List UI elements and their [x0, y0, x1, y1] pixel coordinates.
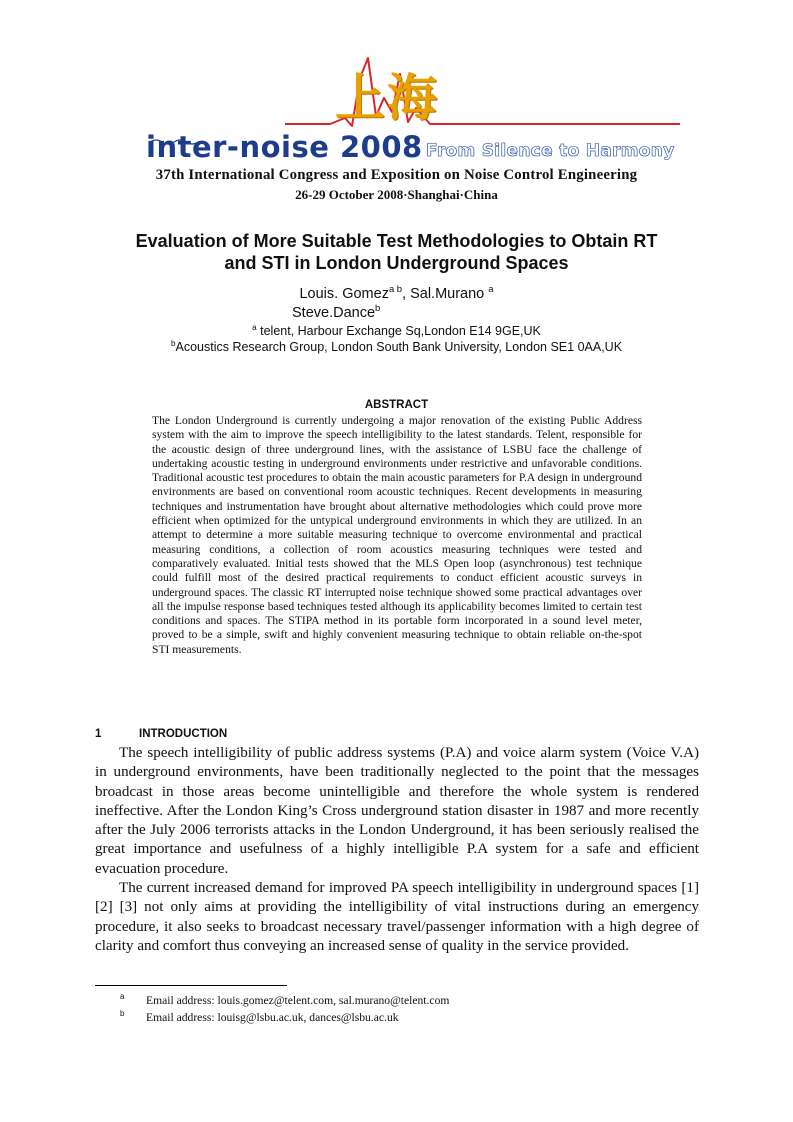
affiliation-b	[0, 340, 793, 354]
footnote-text: Email address: louis.gomez@telent.com, sal.murano@telent.com	[146, 994, 450, 1007]
section-number: 1	[95, 728, 102, 740]
author-line	[0, 283, 793, 302]
author-superscript: b	[375, 302, 381, 314]
abstract-heading: ABSTRACT	[364, 399, 429, 411]
author-name: , Sal.Murano	[402, 286, 485, 302]
logo-chinese-characters: 上海	[335, 68, 439, 127]
affiliation-text: Acoustics Research Group, London South Bank University, London SE1 0AA,UK	[175, 340, 623, 354]
introduction-body	[95, 744, 699, 956]
logo-slogan: From Silence to Harmony	[426, 138, 670, 164]
section-heading	[95, 728, 227, 740]
footnote-divider	[95, 985, 287, 986]
footnote: b Email address: louisg@lsbu.ac.uk, dances@lsbu.ac.uk	[120, 1009, 399, 1024]
paragraph: The current increased demand for improved PA speech intelligibility in underground spaces [1] [2] [3] not only aims at providing the intelligibility of vital instructions during an emergency procedure, it also seeks to broadcast necessary travel/passenger information with a high degree of clarity and comfort thus conveying an increased sense of quality in the service provided.	[95, 880, 699, 954]
congress-dates: 26-29 October 2008·Shanghai·China	[295, 187, 498, 202]
author-superscript: a b	[388, 283, 403, 295]
author-line	[292, 302, 381, 321]
author-name: Louis. Gomez	[299, 286, 389, 302]
footnote-text: Email address: louisg@lsbu.ac.uk, dances@lsbu.ac.uk	[146, 1011, 399, 1024]
footnote: a Email address: louis.gomez@telent.com, sal.murano@telent.com	[120, 992, 450, 1007]
affiliation-text: telent, Harbour Exchange Sq,London E14 9GE,UK	[260, 324, 541, 338]
section-title: INTRODUCTION	[139, 728, 228, 740]
affiliation-mark: a	[252, 322, 257, 332]
affiliation-mark: b	[170, 338, 176, 348]
abstract-body: The London Underground is currently undergoing a major renovation of the existing Public Address system with the aim to improve the speech intelligibility to the latest standards. Telent, responsible for the acoustic design of three underground lines, with the assistance of LSBU face the challenge of undertaking acoustic testing in underground environments under restrictive and unfavorable conditions. Traditional acoustic test procedures to obtain the main acoustic parameters for P.A design in underground environments are based on conventional room acoustic techniques. Recent developments in measuring techniques and instrumentation have brought about alternative methodologies which could prove more efficient when optimized for the untypical underground environments in which they are utilized. In an attempt to determine a more suitable measuring technique to overcome environmental and practical measuring conditions, a collection of room acoustics measuring techniques were tested and comparatively evaluated. Initial tests showed that the MLS Open loop (asynchronous) test technique could fulfill most of the desired practical requirements to conduct efficient acoustic surveys in underground spaces. The classic RT interrupted noise technique showed some practical advantages over all the impulse response based techniques tested although its applicability becomes limited to certain test conditions and spaces. The STIPA method in its portable form incorporated in a sound level meter, proved to be a simple, swift and highly convenient measuring technique to obtain reliable on-the-spot STI measurements.	[152, 414, 642, 656]
author-name: Steve.Dance	[292, 305, 376, 321]
logo-wordmark: inter-noise 2008	[146, 130, 423, 164]
paragraph: The speech intelligibility of public address systems (P.A) and voice alarm system (Voice V.A) in underground environments, have been traditionally neglected to the point that the messages broadcast in those areas become unintelligible and therefore the whole system is rendered ineffective. After the London King’s Cross underground station disaster in 1987 and more recently after the July 2006 terrorists attacks in the London Underground, it has been seriously realised the great importance and usefulness of a highly intelligible P.A system for a safe and efficient evacuation procedure.	[95, 745, 699, 877]
paper-title: Evaluation of More Suitable Test Methodologies to Obtain RT and STI in London Underground Spaces	[135, 231, 658, 273]
affiliation-a	[0, 324, 793, 338]
congress-title: 37th International Congress and Exposition on Noise Control Engineering	[155, 167, 638, 183]
author-superscript: a	[488, 283, 494, 295]
